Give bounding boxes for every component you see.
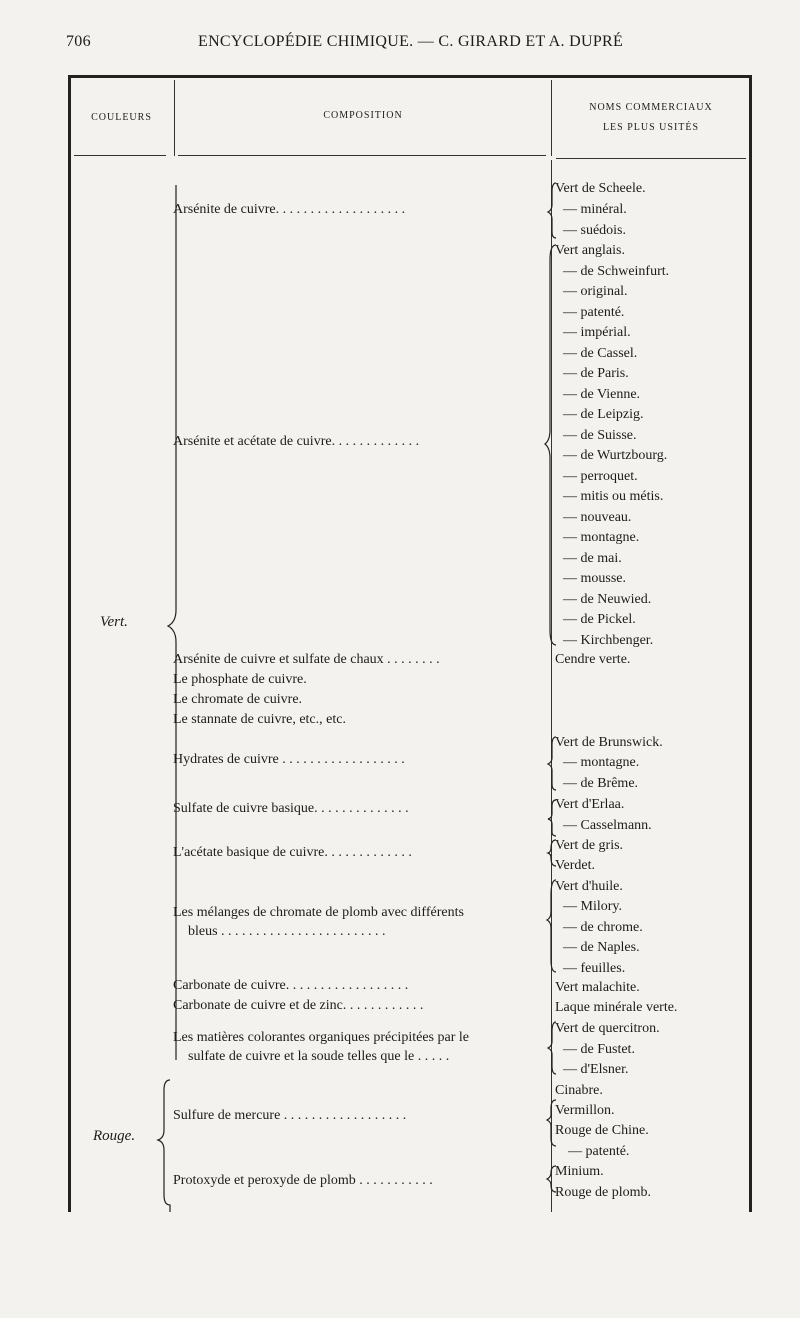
composition-entry: bleus . . . . . . . . . . . . . . . . . . . . . . . . bbox=[188, 924, 386, 939]
trade-name: — montagne. bbox=[563, 755, 640, 770]
trade-name: — perroquet. bbox=[563, 469, 638, 484]
trade-name: — de Paris. bbox=[563, 366, 629, 381]
trade-name: — Kirchbenger. bbox=[563, 633, 654, 648]
trade-name: — d'Elsner. bbox=[563, 1062, 629, 1077]
column-divider-1 bbox=[174, 80, 175, 156]
trade-name: Cinabre. bbox=[555, 1083, 603, 1098]
composition-entry: Arsénite de cuivre et sulfate de chaux . . . . . . . . bbox=[173, 652, 440, 667]
trade-name: Minium. bbox=[555, 1164, 604, 1179]
column-divider-2 bbox=[551, 80, 552, 156]
header-rule-2 bbox=[178, 155, 546, 156]
trade-name: Vert de Brunswick. bbox=[555, 735, 663, 750]
header-rule-1 bbox=[74, 155, 166, 156]
composition-entry: Sulfure de mercure . . . . . . . . . . . . . . . . . . bbox=[173, 1108, 407, 1123]
trade-name: Vert de gris. bbox=[555, 838, 624, 853]
header-rule-3 bbox=[556, 158, 746, 159]
header-couleurs: COULEURS bbox=[91, 112, 152, 123]
trade-name: Vert d'huile. bbox=[555, 879, 623, 894]
composition-entry: Le stannate de cuivre, etc., etc. bbox=[173, 712, 346, 727]
trade-name: — original. bbox=[563, 284, 628, 299]
trade-name: — de Neuwied. bbox=[563, 592, 652, 607]
composition-entry: sulfate de cuivre et la soude telles que le . . . . . bbox=[188, 1049, 450, 1064]
page-header bbox=[66, 33, 750, 55]
trade-name: — de Brême. bbox=[563, 776, 639, 791]
trade-name: — de Schweinfurt. bbox=[563, 264, 670, 279]
trade-name: — patenté. bbox=[563, 305, 625, 320]
trade-name: Laque minérale verte. bbox=[555, 1000, 678, 1015]
trade-name: Vert d'Erlaa. bbox=[555, 797, 625, 812]
composition-entry: Carbonate de cuivre. . . . . . . . . . . . . . . . . . bbox=[173, 978, 409, 993]
trade-name: Verdet. bbox=[555, 858, 596, 873]
composition-entry: Le phosphate de cuivre. bbox=[173, 672, 307, 687]
trade-name: — mousse. bbox=[563, 571, 626, 586]
trade-name: — de Wurtzbourg. bbox=[563, 448, 668, 463]
trade-name: — Milory. bbox=[563, 899, 622, 914]
trade-name: — de Naples. bbox=[563, 940, 640, 955]
trade-name: — minéral. bbox=[563, 202, 627, 217]
color-label-vert: Vert. bbox=[100, 614, 128, 630]
composition-entry: Protoxyde et peroxyde de plomb . . . . . . . . . . . bbox=[173, 1173, 433, 1188]
trade-name: Vert malachite. bbox=[555, 980, 640, 995]
trade-name: Rouge de Chine. bbox=[555, 1123, 649, 1138]
trade-name: Vert anglais. bbox=[555, 243, 625, 258]
trade-name: — patenté. bbox=[568, 1144, 630, 1159]
trade-name: — de Vienne. bbox=[563, 387, 641, 402]
trade-name: — de Pickel. bbox=[563, 612, 636, 627]
page-number: 706 bbox=[66, 33, 91, 50]
composition-entry: L'acétate basique de cuivre. . . . . . . . . . . . . bbox=[173, 845, 412, 860]
trade-name: — montagne. bbox=[563, 530, 640, 545]
trade-name: — de chrome. bbox=[563, 920, 643, 935]
composition-entry: Carbonate de cuivre et de zinc. . . . . . . . . . . . bbox=[173, 998, 424, 1013]
trade-name: Vert de Scheele. bbox=[555, 181, 646, 196]
trade-name: — mitis ou métis. bbox=[563, 489, 664, 504]
trade-name: — de Fustet. bbox=[563, 1042, 635, 1057]
trade-name: Rouge de plomb. bbox=[555, 1185, 652, 1200]
composition-entry: Arsénite de cuivre. . . . . . . . . . . . . . . . . . . bbox=[173, 202, 406, 217]
header-noms-line1: NOMS COMMERCIAUX bbox=[589, 102, 713, 113]
trade-name: — de mai. bbox=[563, 551, 622, 566]
header-composition: COMPOSITION bbox=[323, 110, 403, 121]
running-title: ENCYCLOPÉDIE CHIMIQUE. — C. GIRARD ET A. DUPRÉ bbox=[198, 33, 624, 50]
trade-name: Vert de quercitron. bbox=[555, 1021, 660, 1036]
header-noms-line2: LES PLUS USITÉS bbox=[602, 122, 700, 133]
trade-name: — de Leipzig. bbox=[563, 407, 644, 422]
trade-name: — nouveau. bbox=[563, 510, 632, 525]
composition-entry: Le chromate de cuivre. bbox=[173, 692, 303, 707]
trade-name: Vermillon. bbox=[555, 1103, 615, 1118]
trade-name: — de Suisse. bbox=[563, 428, 637, 443]
composition-entry: Sulfate de cuivre basique. . . . . . . . . . . . . . bbox=[173, 801, 409, 816]
trade-name: Cendre verte. bbox=[555, 652, 631, 667]
color-label-rouge: Rouge. bbox=[93, 1128, 136, 1144]
trade-name: — de Cassel. bbox=[563, 346, 638, 361]
trade-name: — feuilles. bbox=[563, 961, 626, 976]
composition-entry: Arsénite et acétate de cuivre. . . . . . . . . . . . . bbox=[173, 434, 420, 449]
column-divider-body bbox=[551, 160, 552, 1212]
composition-entry: Les matières colorantes organiques précipitées par le bbox=[173, 1030, 469, 1045]
trade-name: — suédois. bbox=[563, 223, 626, 238]
composition-entry: Hydrates de cuivre . . . . . . . . . . . . . . . . . . bbox=[173, 752, 405, 767]
trade-name: — Casselmann. bbox=[563, 818, 652, 833]
composition-entry: Les mélanges de chromate de plomb avec différents bbox=[173, 905, 464, 920]
trade-name: — impérial. bbox=[563, 325, 631, 340]
